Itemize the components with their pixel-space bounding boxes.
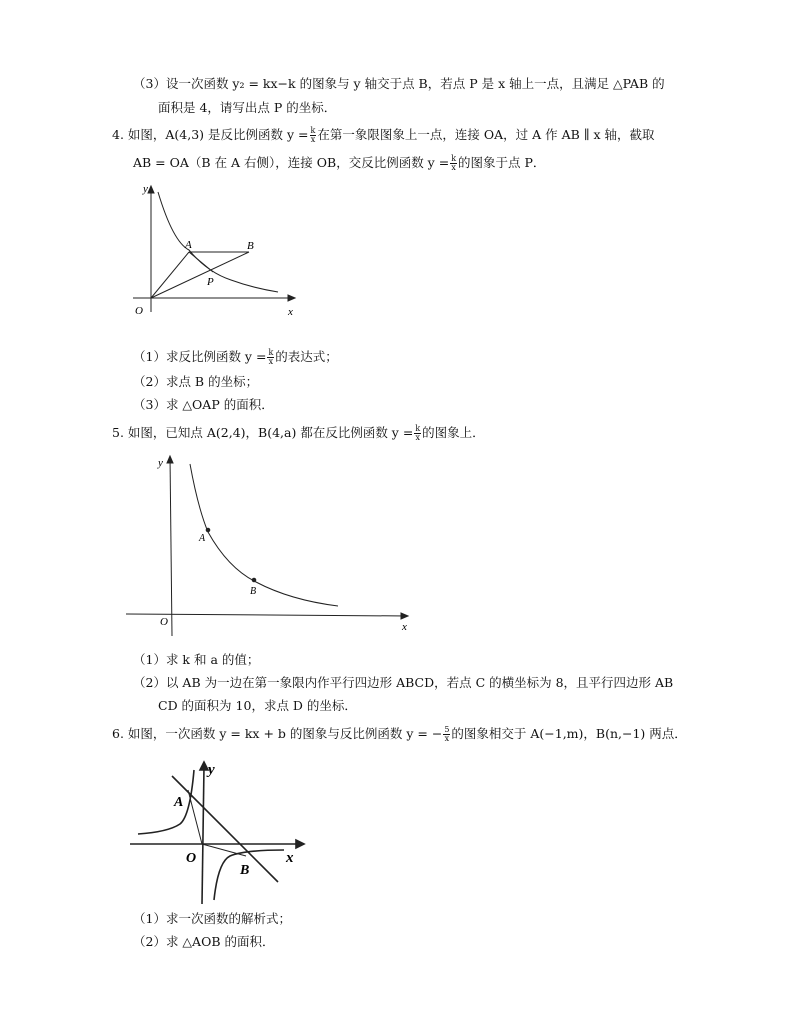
q4-sub2: （2）求点 B 的坐标； <box>133 374 259 389</box>
q4-statement-line2: AB = OA（B 在 A 右侧），连接 OB，交反比例函数 y = $\frac{k}{x}$ 的图象于点 P． <box>133 154 546 172</box>
origin-label: O <box>160 616 168 628</box>
q6-sub1: （1）求一次函数的解析式； <box>133 911 291 926</box>
q6-figure <box>128 758 308 906</box>
q4-sub1: （1）求反比例函数 y = $\frac{k}{x}$ 的表达式； <box>133 348 338 366</box>
q4-statement-line1: 4. 如图，A(4,3) 是反比例函数 y = $\frac{k}{x}$ 在第一象限图象上一点，连接 OA，过 A 作 AB ∥ x 轴，截取 <box>112 126 655 144</box>
x-axis-label: x <box>288 306 293 318</box>
q5-figure <box>120 450 420 640</box>
fraction-k-over-x: $\frac{k}{x}$ <box>310 126 316 144</box>
point-a-label: A <box>185 239 192 251</box>
y-axis-label: y <box>143 183 148 195</box>
x-axis-label: x <box>402 621 407 633</box>
y-axis-label: y <box>158 457 163 469</box>
x-axis-label: x <box>286 850 294 866</box>
origin-label: O <box>135 305 143 317</box>
q4-figure <box>125 180 305 322</box>
point-p-label: P <box>207 276 214 288</box>
point-b-label: B <box>240 863 250 878</box>
q6-statement: 6. 如图，一次函数 y = kx + b 的图象与反比例函数 y = − $\frac{5}{x}$ 的图象相交于 A(−1,m)，B(n,−1) 两点． <box>112 725 687 743</box>
q5-sub2-line2: CD 的面积为 10，求点 D 的坐标． <box>158 698 357 713</box>
point-b-label: B <box>247 240 254 252</box>
point-a-label: A <box>174 795 184 810</box>
q6-sub2: （2）求 △AOB 的面积． <box>133 934 275 949</box>
y-axis-label: y <box>208 762 215 778</box>
q5-sub1: （1）求 k 和 a 的值； <box>133 652 260 667</box>
q5-statement: 5. 如图，已知点 A(2,4)，B(4,a) 都在反比例函数 y = $\frac{k}{x}$ 的图象上． <box>112 424 485 442</box>
point-b-label: B <box>250 586 257 597</box>
q4-sub3: （3）求 △OAP 的面积． <box>133 397 274 412</box>
point-a-label: A <box>199 533 206 544</box>
q3-part3-line1: （3）设一次函数 y₂ = kx−k 的图象与 y 轴交于点 B，若点 P 是 x 轴上一点，且满足 △PAB 的 <box>133 76 665 91</box>
q5-sub2-line1: （2）以 AB 为一边在第一象限内作平行四边形 ABCD，若点 C 的横坐标为 8，且平行四边形 AB <box>133 675 674 690</box>
q3-part3-line2: 面积是 4，请写出点 P 的坐标． <box>158 100 337 115</box>
origin-label: O <box>186 851 197 866</box>
